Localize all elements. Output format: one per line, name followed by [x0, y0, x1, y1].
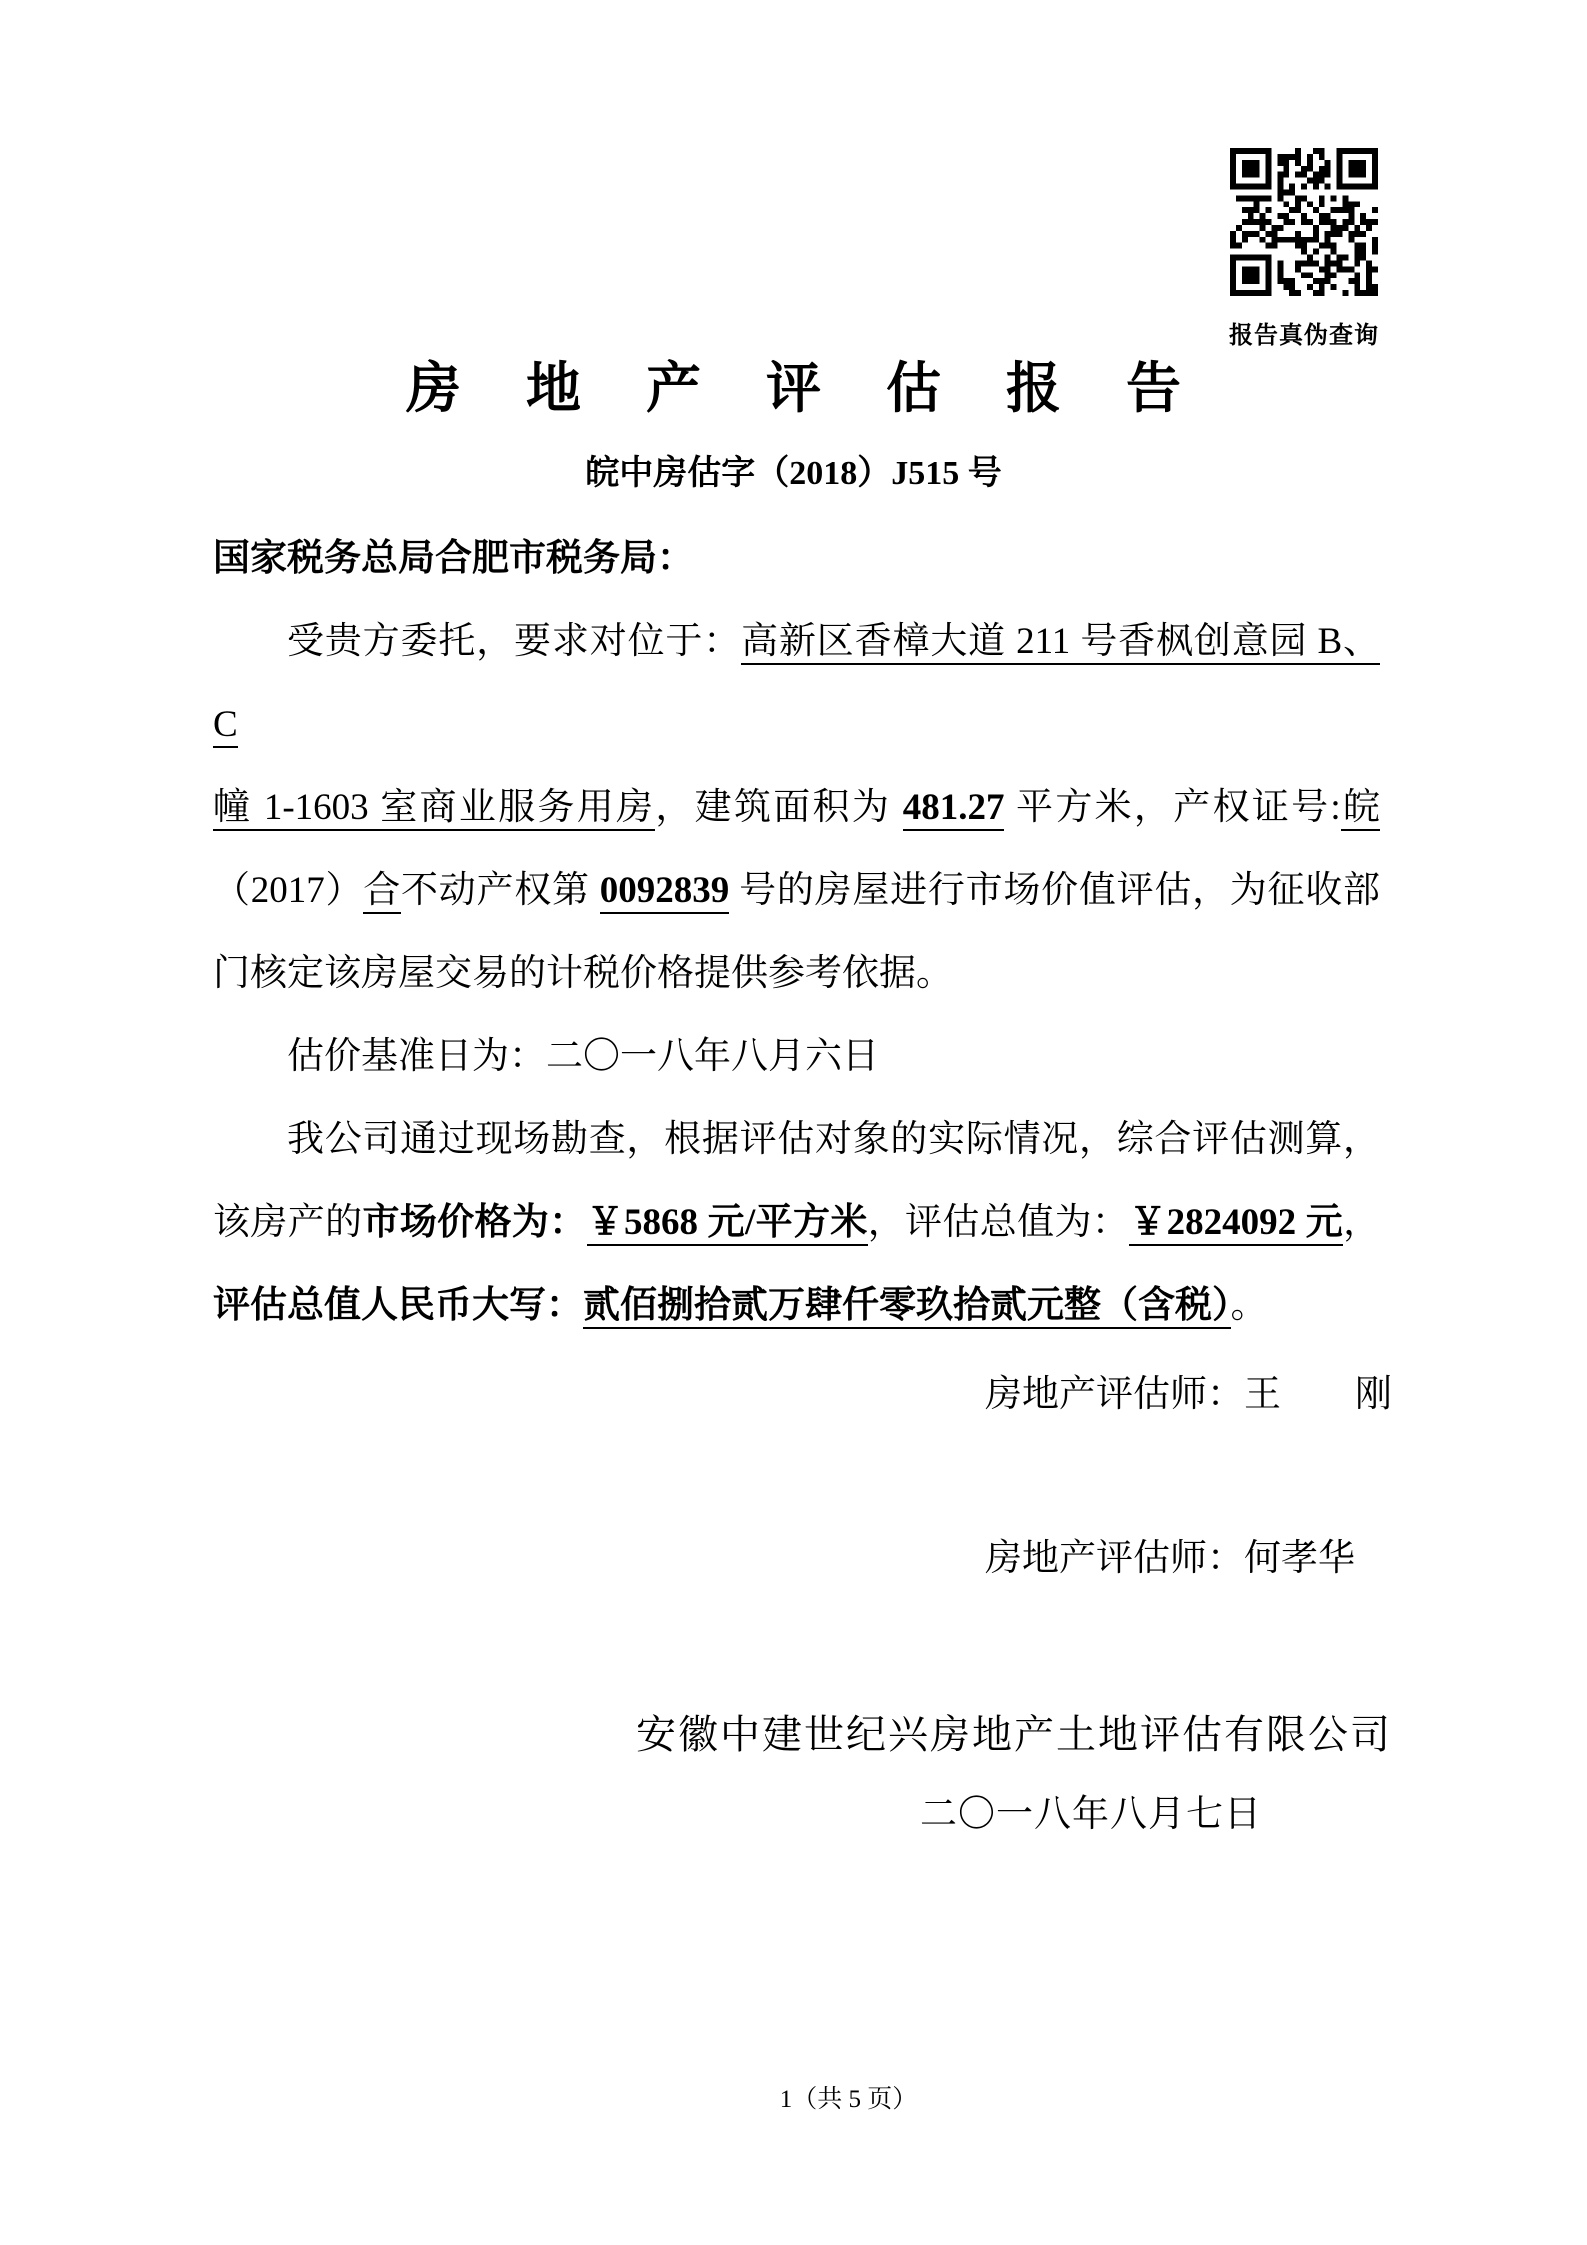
property-location-cont: 幢 1-1603 室商业服务用房 — [213, 787, 655, 831]
total-in-words-label: 评估总值人民币大写： — [213, 1285, 583, 1326]
qr-code — [1230, 148, 1378, 296]
unit-price-label: 市场价格为： — [362, 1202, 587, 1243]
page-title — [0, 358, 1587, 420]
company-name: 安徽中建世纪兴房地产土地评估有限公司 — [636, 1712, 1392, 1757]
issue-date: 二〇一八年八月七日 — [920, 1794, 1262, 1835]
report-body — [213, 517, 1380, 1347]
line2-text2: 平方米，产权证号: — [1004, 787, 1341, 828]
line8-period: 。 — [1230, 1285, 1268, 1326]
appraiser-signature-1 — [985, 1363, 1392, 1417]
valuation-date-line: 估价基准日为：二〇一八年八月六日 — [287, 1036, 879, 1077]
line7-text3: ， — [1343, 1202, 1381, 1243]
line3-text1: （2017） — [213, 870, 364, 911]
line7-text2: ，评估总值为： — [867, 1202, 1130, 1243]
qr-caption: 报告真伪查询 — [1229, 322, 1379, 349]
page-number-footer: 1（共 5 页） — [779, 2086, 918, 2113]
body-line-2 — [213, 766, 1380, 849]
appraiser-2-label: 房地产评估师： — [985, 1538, 1244, 1579]
cert-number-value: 0092839 — [600, 870, 730, 914]
line2-text1: ，建筑面积为 — [655, 787, 903, 828]
cert-city-char: 合 — [363, 870, 401, 914]
page-title-text: 房地产评估报告 — [405, 358, 1246, 419]
body-line-3 — [213, 849, 1380, 932]
body-line-6: 我公司通过现场勘查，根据评估对象的实际情况，综合评估测算， — [287, 1119, 1380, 1160]
appraiser-1-name: 王 刚 — [1244, 1374, 1392, 1415]
line3-text3: 号的房屋进行市场价值评估，为征收部 — [729, 870, 1381, 911]
property-location: 高新区香樟大道 211 号香枫创意园 B、C — [213, 621, 1380, 748]
body-line-4: 门核定该房屋交易的计税价格提供参考依据。 — [213, 953, 953, 994]
line3-text2: 不动产权第 — [400, 870, 600, 911]
document-number: 皖中房估字（2018）J515 号 — [585, 455, 1002, 492]
total-in-words-value: 贰佰捌拾贰万肆仟零玖拾贰元整（含税） — [583, 1285, 1231, 1329]
unit-price-value: ￥5868 元/平方米 — [587, 1202, 868, 1246]
appraiser-signature-2 — [985, 1527, 1355, 1581]
building-area-value: 481.27 — [903, 787, 1005, 831]
body-line-7 — [213, 1181, 1380, 1264]
addressee-line: 国家税务总局合肥市税务局： — [213, 538, 694, 579]
total-value: ￥2824092 元 — [1129, 1202, 1343, 1246]
appraiser-2-name: 何孝华 — [1244, 1538, 1355, 1579]
body-line-8 — [213, 1264, 1380, 1347]
line1-pre: 受贵方委托，要求对位于： — [287, 621, 742, 662]
appraiser-1-label: 房地产评估师： — [985, 1374, 1244, 1415]
body-line-1 — [213, 600, 1380, 766]
line7-text1: 该房产的 — [213, 1202, 363, 1243]
cert-prefix: 皖 — [1341, 787, 1380, 831]
